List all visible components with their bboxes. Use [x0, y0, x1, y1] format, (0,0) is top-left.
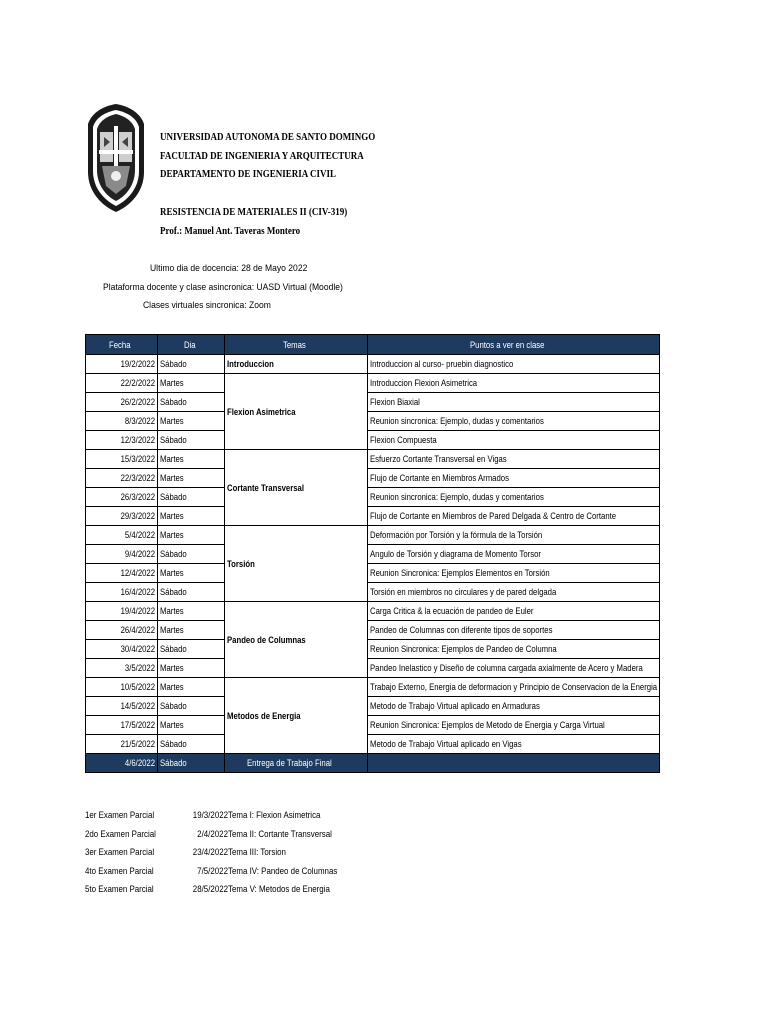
cell-fecha: 10/5/2022	[86, 678, 158, 697]
exam-topic: Tema IV: Pandeo de Columnas	[228, 865, 338, 876]
exam-name: 1er Examen Parcial	[85, 810, 155, 820]
table-row	[86, 431, 660, 450]
last-day-value: 28 de Mayo 2022	[241, 263, 308, 274]
exam-item	[85, 808, 485, 827]
cell-tema: Cortante Transversal	[225, 450, 368, 526]
cell-dia: Martes	[158, 526, 225, 545]
cell-tema: Torsión	[225, 526, 368, 602]
table-row	[86, 602, 660, 621]
cell-fecha: 9/4/2022	[86, 545, 158, 564]
table-row	[86, 678, 660, 697]
exam-name: 4to Examen Parcial	[85, 865, 154, 876]
exam-topic: Tema II: Cortante Transversal	[228, 828, 332, 839]
cell-punto: Flujo de Cortante en Miembros de Pared Delgada & Centro de Cortante	[368, 507, 660, 526]
course-title: RESISTENCIA DE MATERIALES II (CIV-319)	[160, 207, 348, 218]
cell-fecha: 3/5/2022	[86, 659, 158, 678]
department-name: DEPARTAMENTO DE INGENIERIA CIVIL	[160, 169, 336, 180]
cell-fecha: 16/4/2022	[86, 583, 158, 602]
cell-fecha: 17/5/2022	[86, 716, 158, 735]
cell-punto: Flujo de Cortante en Miembros Armados	[368, 469, 660, 488]
cell-punto: Reunion Sincronica: Ejemplos Elementos en Torsión	[368, 564, 660, 583]
table-row	[86, 583, 660, 602]
table-row	[86, 469, 660, 488]
cell-dia: Martes	[158, 374, 225, 393]
cell-dia: Martes	[158, 469, 225, 488]
platform-label: Plataforma docente y clase asincronica:	[103, 282, 255, 293]
cell-fecha: 19/4/2022	[86, 602, 158, 621]
exam-item	[85, 864, 485, 883]
table-row	[86, 697, 660, 716]
table-row	[86, 716, 660, 735]
cell-punto: Angulo de Torsión y diagrama de Momento Torsor	[368, 545, 660, 564]
cell-dia: Sábado	[158, 393, 225, 412]
cell-punto: Pandeo Inelastico y Diseño de columna cargada axialmente de Acero y Madera	[368, 659, 660, 678]
table-row	[86, 393, 660, 412]
cell-fecha: 12/4/2022	[86, 564, 158, 583]
university-name: UNIVERSIDAD AUTONOMA DE SANTO DOMINGO	[160, 132, 376, 143]
cell-punto: Introduccion al curso- pruebin diagnostico	[368, 355, 660, 374]
cell-fecha: 15/3/2022	[86, 450, 158, 469]
cell-dia: Sábado	[158, 431, 225, 450]
cell-fecha: 30/4/2022	[86, 640, 158, 659]
schedule-table	[85, 334, 660, 773]
cell-dia: Martes	[158, 564, 225, 583]
cell-dia: Martes	[158, 716, 225, 735]
table-row	[86, 488, 660, 507]
virtual-value: Zoom	[248, 300, 271, 311]
table-row	[86, 355, 660, 374]
cell-tema: Pandeo de Columnas	[225, 602, 368, 678]
exam-date: 28/5/2022	[192, 884, 229, 895]
table-row	[86, 412, 660, 431]
cell-punto: Reunion sincronica: Ejemplo, dudas y comentarios	[368, 412, 660, 431]
final-punto	[368, 754, 660, 773]
table-row	[86, 545, 660, 564]
cell-dia: Martes	[158, 412, 225, 431]
cell-dia: Sábado	[158, 640, 225, 659]
cell-fecha: 19/2/2022	[86, 355, 158, 374]
cell-fecha: 26/4/2022	[86, 621, 158, 640]
cell-dia: Sábado	[158, 735, 225, 754]
cell-fecha: 12/3/2022	[86, 431, 158, 450]
cell-fecha: 26/3/2022	[86, 488, 158, 507]
header-temas: Temas	[225, 335, 368, 355]
cell-dia: Sábado	[158, 697, 225, 716]
cell-punto: Reunion sincronica: Ejemplo, dudas y comentarios	[368, 488, 660, 507]
cell-dia: Martes	[158, 621, 225, 640]
header-puntos: Puntos a ver en clase	[368, 335, 660, 355]
schedule-body	[86, 355, 660, 773]
table-row	[86, 735, 660, 754]
table-row	[86, 507, 660, 526]
cell-punto: Flexion Biaxial	[368, 393, 660, 412]
final-delivery-row	[86, 754, 660, 773]
cell-punto: Carga Critica & la ecuación de pandeo de Euler	[368, 602, 660, 621]
platform-value: UASD Virtual (Moodle)	[256, 282, 343, 293]
cell-fecha: 5/4/2022	[86, 526, 158, 545]
exam-item	[85, 827, 485, 846]
cell-punto: Esfuerzo Cortante Transversal en Vigas	[368, 450, 660, 469]
cell-dia: Martes	[158, 678, 225, 697]
cell-fecha: 22/3/2022	[86, 469, 158, 488]
cell-tema: Introduccion	[225, 355, 368, 374]
exam-date: 7/5/2022	[197, 865, 228, 876]
table-row	[86, 621, 660, 640]
faculty-name: FACULTAD DE INGENIERIA Y ARQUITECTURA	[160, 151, 364, 162]
exam-name: 2do Examen Parcial	[85, 828, 156, 839]
virtual-label: Clases virtuales sincronica:	[143, 300, 247, 311]
table-row	[86, 374, 660, 393]
cell-fecha: 29/3/2022	[86, 507, 158, 526]
virtual-line	[143, 300, 271, 311]
cell-punto: Metodo de Trabajo Virtual aplicado en Armaduras	[368, 697, 660, 716]
cell-fecha: 26/2/2022	[86, 393, 158, 412]
table-header-row	[86, 335, 660, 355]
exam-item	[85, 882, 485, 901]
platform-line	[103, 282, 343, 293]
cell-tema: Metodos de Energia	[225, 678, 368, 754]
exam-date: 2/4/2022	[197, 828, 228, 839]
cell-punto: Trabajo Externo, Energia de deformacion y Principio de Conservacion de la Energia	[368, 678, 660, 697]
header-fecha: Fecha	[86, 335, 158, 355]
exam-name: 3er Examen Parcial	[85, 847, 155, 858]
last-day-line	[150, 263, 307, 274]
cell-fecha: 8/3/2022	[86, 412, 158, 431]
cell-punto: Metodo de Trabajo Virtual aplicado en Vigas	[368, 735, 660, 754]
exam-name: 5to Examen Parcial	[85, 884, 154, 895]
exam-date: 23/4/2022	[192, 847, 229, 858]
university-seal-logo	[86, 102, 146, 214]
cell-punto: Introduccion Flexion Asimetrica	[368, 374, 660, 393]
exam-item	[85, 845, 485, 864]
cell-punto: Reunion Sincronica: Ejemplos de Pandeo de Columna	[368, 640, 660, 659]
cell-dia: Martes	[158, 450, 225, 469]
exam-topic: Tema III: Torsion	[228, 847, 286, 858]
cell-punto: Flexion Compuesta	[368, 431, 660, 450]
exam-topic: Tema V: Metodos de Energia	[228, 884, 330, 895]
cell-fecha: 22/2/2022	[86, 374, 158, 393]
final-fecha: 4/6/2022	[86, 754, 158, 773]
exam-topic: Tema I: Flexion Asimetrica	[228, 810, 321, 820]
exams-list	[85, 808, 485, 901]
professor-name: Prof.: Manuel Ant. Taveras Montero	[160, 226, 301, 237]
header-dia: Dia	[158, 335, 225, 355]
cell-fecha: 21/5/2022	[86, 735, 158, 754]
cell-dia: Sábado	[158, 488, 225, 507]
final-tema: Entrega de Trabajo Final	[225, 754, 368, 773]
cell-punto: Reunion Sincronica: Ejemplos de Metodo de Energia y Carga Virtual	[368, 716, 660, 735]
cell-dia: Sábado	[158, 355, 225, 374]
final-dia: Sábado	[158, 754, 225, 773]
cell-dia: Sábado	[158, 545, 225, 564]
cell-punto: Pandeo de Columnas con diferente tipos de soportes	[368, 621, 660, 640]
table-row	[86, 659, 660, 678]
table-row	[86, 564, 660, 583]
cell-punto: Torsión en miembros no circulares y de pared delgada	[368, 583, 660, 602]
cell-punto: Deformación por Torsión y la fórmula de la Torsión	[368, 526, 660, 545]
last-day-label: Ultimo dia de docencia:	[150, 263, 239, 274]
table-row	[86, 450, 660, 469]
cell-dia: Martes	[158, 659, 225, 678]
cell-fecha: 14/5/2022	[86, 697, 158, 716]
cell-dia: Martes	[158, 507, 225, 526]
cell-dia: Sábado	[158, 583, 225, 602]
cell-dia: Martes	[158, 602, 225, 621]
exam-date: 19/3/2022	[192, 810, 229, 820]
table-row	[86, 526, 660, 545]
cell-tema: Flexion Asimetrica	[225, 374, 368, 450]
table-row	[86, 640, 660, 659]
